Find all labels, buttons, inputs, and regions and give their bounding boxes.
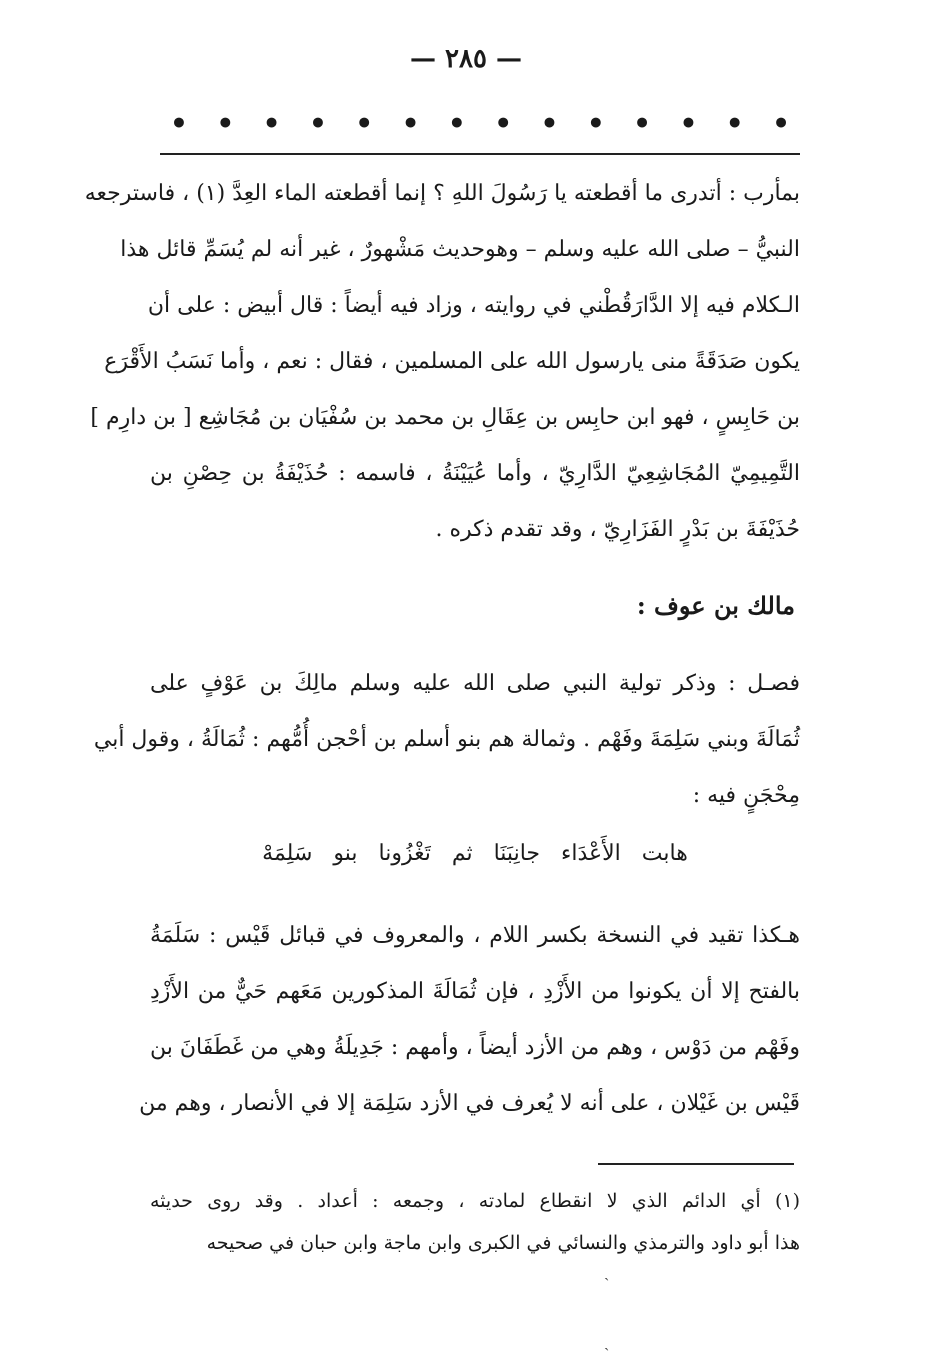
paragraph-3: [139, 908, 800, 1132]
text-line: هـكذا تقيد في النسخة بكسر اللام ، والمعروف في قبائل قَيْس : سَلَمَةُ: [150, 923, 800, 948]
paragraph-1: [84, 166, 800, 558]
footnote-rule: [598, 1163, 794, 1165]
header-rule: [160, 153, 800, 155]
footnote-line: هذا أبو داود والترمذي والنسائي في الكبرى وابن ماجة وابن حبان في صحيحه: [206, 1232, 800, 1254]
text-line: فصـل : وذكر تولية النبي صلى الله عليه وسلم مالِكَ بن عَوْفٍ على: [150, 671, 800, 696]
text-line: النبيُّ – صلى الله عليه وسلم – وهوحديث مَشْهورٌ ، غير أنه لم يُسَمِّ قائل هذا: [120, 237, 800, 262]
text-line: التَّمِيمِيّ المُجَاشِعِيّ الدَّارِيّ ، وأما عُيَيْنَةُ ، فاسمه : حُذَيْفَةُ بن حِصْنِ بن: [150, 461, 800, 486]
poetry-verse: هابت الأَعْدَاء جانِبَنَا ثم تَغْزُونا بنو سَلِمَهْ: [262, 841, 688, 866]
text-line: حُذَيْفَةَ بن بَدْرٍ الفَزَارِيّ ، وقد تقدم ذكره .: [435, 517, 800, 542]
footnote: [150, 1180, 800, 1264]
text-line: مِحْجَنٍ فيه :: [692, 783, 800, 808]
print-speck: ˎ: [604, 1332, 610, 1351]
text-line: قَيْس بن غَيْلان ، على أنه لا يُعرف في الأزد سَلِمَة إلا في الأنصار ، وهم من: [139, 1091, 800, 1116]
text-line: ثُمَالَةَ وبني سَلِمَةَ وفَهْم . وثمالة هم بنو أسلم بن أحْجن أُمُّهم : ثُمَالَةُ ، وقول أبي: [93, 727, 800, 752]
paragraph-2: [93, 656, 800, 824]
text-line: بن حَابِسٍ ، فهو ابن حابِس بن عِقَالِ بن محمد بن سُفْيَان بن مُجَاشِع [ بن دارِم ]: [90, 405, 800, 430]
text-line: بالفتح إلا أن يكونوا من الأَزْدِ ، فإن ثُمَالَةَ المذكورين مَعَهم حَيٌّ من الأَزْدِ: [150, 979, 800, 1004]
ornamental-dots-row: • • • • • • • • • • • • • •: [170, 107, 790, 140]
section-heading: مالك بن عوف :: [636, 591, 795, 620]
footnote-line: (١) أي الدائم الذي لا انقطاع لمادته ، وجمعه : أعداد . وقد روى حديثه: [150, 1190, 800, 1212]
text-line: يكون صَدَقَةً منى يارسول الله على المسلمين ، فقال : نعم ، وأما نَسَبُ الأَقْرَع: [104, 349, 800, 374]
page-number: — ٢٨٥ —: [409, 44, 523, 74]
text-line: بمأرب : أتدرى ما أقطعته يا رَسُولَ اللهِ ؟ إنما أقطعته الماء العِدَّ (١) ، فاسترجعه: [84, 181, 800, 206]
text-line: وفَهْم من دَوْس ، وهم من الأزد أيضاً ، وأمهم : جَدِيلَةُ وهي من غَطَفَانَ بن: [150, 1035, 800, 1060]
text-line: الـكلام فيه إلا الدَّارَقُطْني في روايته ، وزاد فيه أيضاً : قال أبيض : على أن: [147, 293, 800, 318]
print-speck: ˎ: [604, 1262, 610, 1281]
